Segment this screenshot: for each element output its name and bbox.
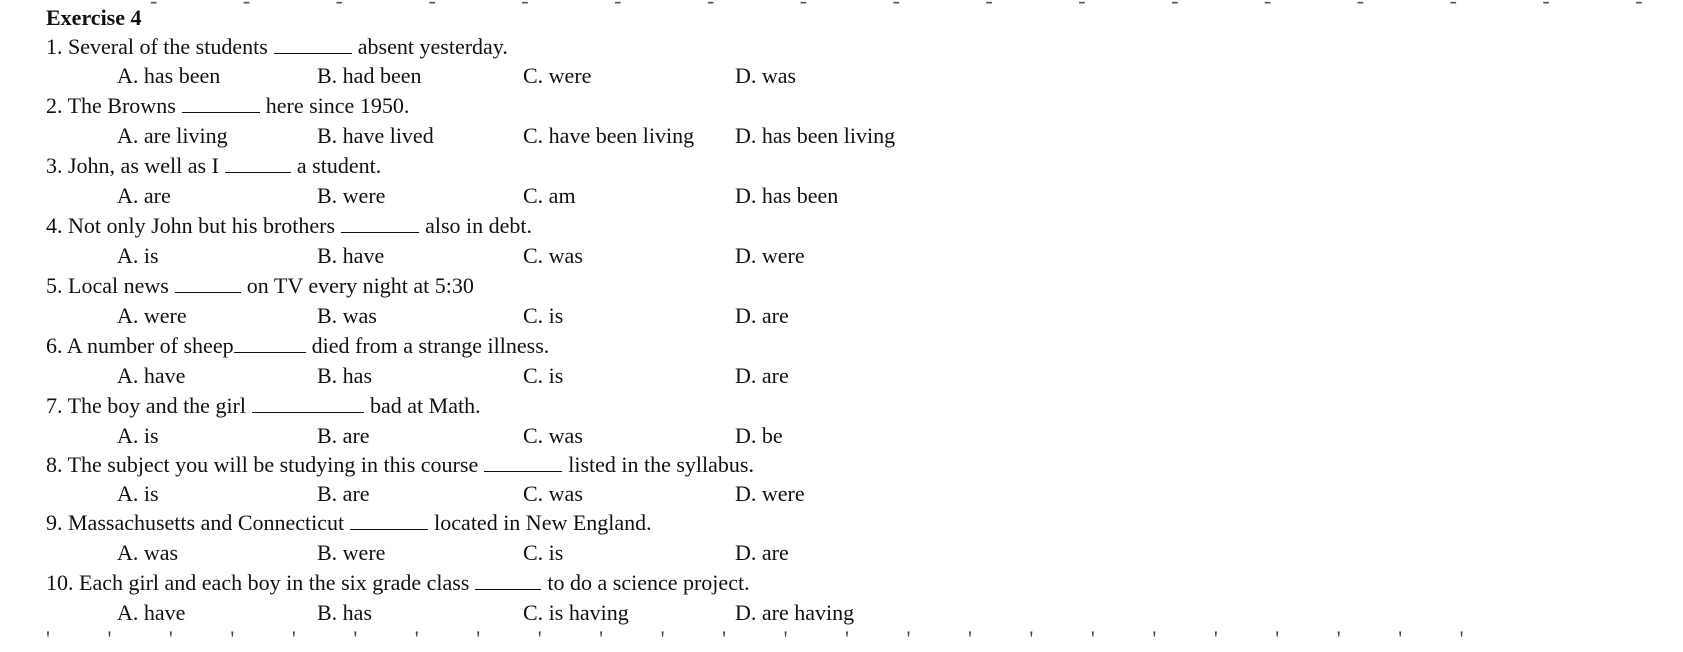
question-5-option-d: D. are xyxy=(735,303,789,328)
question-6-option-d: D. are xyxy=(735,363,789,388)
question-4-option-c: C. was xyxy=(523,243,583,268)
question-1-text-after: absent yesterday. xyxy=(357,34,508,59)
question-10-option-c: C. is having xyxy=(523,600,629,625)
question-7-option-c: C. was xyxy=(523,423,583,448)
question-6-option-b: B. has xyxy=(317,363,372,388)
question-2-option-a: A. are living xyxy=(117,123,228,148)
question-7-option-b: B. are xyxy=(317,423,370,448)
question-8-option-c: C. was xyxy=(523,481,583,506)
question-2-stem xyxy=(46,92,409,120)
question-7-blank xyxy=(252,394,364,413)
question-5-text-before: 5. Local news xyxy=(46,273,169,298)
question-2-option-d: D. has been living xyxy=(735,123,896,148)
question-8-option-b: B. are xyxy=(317,481,370,506)
question-3-option-b: B. were xyxy=(317,183,386,208)
question-6-text-after: died from a strange illness. xyxy=(311,333,550,358)
question-2-text-after: here since 1950. xyxy=(265,93,410,118)
cropped-next-line xyxy=(0,626,1490,651)
question-3-text-before: 3. John, as well as I xyxy=(46,153,219,178)
question-2-text-before: 2. The Browns xyxy=(46,93,176,118)
question-10-option-b: B. has xyxy=(317,600,372,625)
question-9-option-c: C. is xyxy=(523,540,564,565)
question-6-blank xyxy=(234,334,306,353)
question-8-stem xyxy=(46,451,754,479)
question-9-option-a: A. was xyxy=(117,540,179,565)
exercise-title: Exercise 4 xyxy=(46,5,142,30)
question-4-text-after: also in debt. xyxy=(425,213,532,238)
question-9-blank xyxy=(350,511,428,530)
question-4-option-d: D. were xyxy=(735,243,805,268)
question-5-stem xyxy=(46,272,474,300)
cropped-text-fragments-bottom: ' ' ' ' ' ' ' ' ' ' ' ' ' ' ' ' ' ' ' ' ' ' ' ' xyxy=(46,626,1490,651)
question-3-option-c: C. am xyxy=(523,183,576,208)
cropped-previous-line xyxy=(0,0,1683,13)
question-7-text-after: bad at Math. xyxy=(370,393,481,418)
question-4-stem xyxy=(46,212,532,240)
question-3-option-d: D. has been xyxy=(735,183,839,208)
question-6-stem xyxy=(46,332,549,360)
question-9-text-before: 9. Massachusetts and Connecticut xyxy=(46,510,345,535)
question-2-option-c: C. have been living xyxy=(523,123,695,148)
question-8-text-before: 8. The subject you will be studying in this course xyxy=(46,452,479,477)
question-1-option-d: D. was xyxy=(735,63,797,88)
question-1-stem xyxy=(46,33,508,61)
question-5-option-c: C. is xyxy=(523,303,564,328)
question-10-stem xyxy=(46,569,750,597)
question-1-option-c: C. were xyxy=(523,63,592,88)
question-1-text-before: 1. Several of the students xyxy=(46,34,268,59)
question-9-option-d: D. are xyxy=(735,540,789,565)
question-5-option-b: B. was xyxy=(317,303,377,328)
question-3-text-after: a student. xyxy=(296,153,382,178)
question-6-option-a: A. have xyxy=(117,363,186,388)
question-3-stem xyxy=(46,152,381,180)
question-8-option-a: A. is xyxy=(117,481,159,506)
question-4-option-a: A. is xyxy=(117,243,159,268)
question-1-option-a: A. has been xyxy=(117,63,221,88)
question-10-text-after: to do a science project. xyxy=(547,570,750,595)
question-6-text-before: 6. A number of sheep xyxy=(46,333,234,358)
question-8-blank xyxy=(484,453,562,472)
question-1-option-b: B. had been xyxy=(317,63,422,88)
question-10-option-a: A. have xyxy=(117,600,186,625)
question-3-option-a: A. are xyxy=(117,183,171,208)
question-7-option-d: D. be xyxy=(735,423,783,448)
question-6-option-c: C. is xyxy=(523,363,564,388)
question-5-blank xyxy=(175,274,241,293)
question-8-option-d: D. were xyxy=(735,481,805,506)
question-7-option-a: A. is xyxy=(117,423,159,448)
question-3-blank xyxy=(225,154,291,173)
question-10-text-before: 10. Each girl and each boy in the six grade class xyxy=(46,570,470,595)
question-7-text-before: 7. The boy and the girl xyxy=(46,393,246,418)
question-8-text-after: listed in the syllabus. xyxy=(568,452,754,477)
question-10-option-d: D. are having xyxy=(735,600,855,625)
question-2-option-b: B. have lived xyxy=(317,123,434,148)
question-2-blank xyxy=(182,94,260,113)
question-9-option-b: B. were xyxy=(317,540,386,565)
question-10-blank xyxy=(475,571,541,590)
question-5-text-after: on TV every night at 5:30 xyxy=(246,273,474,298)
question-4-blank xyxy=(341,214,419,233)
question-9-stem xyxy=(46,509,652,537)
question-4-option-b: B. have xyxy=(317,243,385,268)
cropped-text-fragments: - - - - - - - - - - - - - - - - - xyxy=(150,0,1683,13)
question-9-text-after: located in New England. xyxy=(434,510,652,535)
question-7-stem xyxy=(46,392,481,420)
question-4-text-before: 4. Not only John but his brothers xyxy=(46,213,336,238)
question-1-blank xyxy=(274,35,352,54)
question-5-option-a: A. were xyxy=(117,303,187,328)
